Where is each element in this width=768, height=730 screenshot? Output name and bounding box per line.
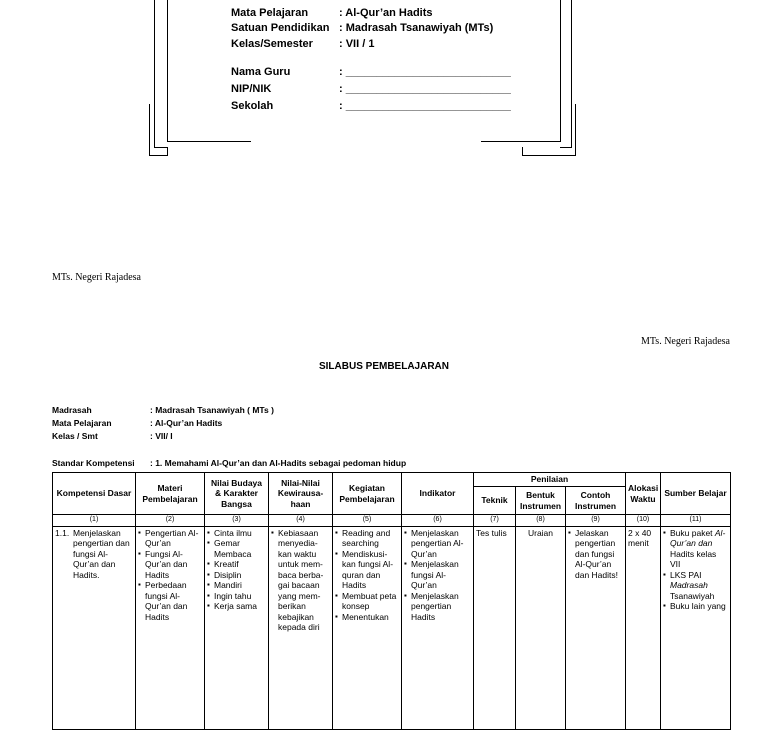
cover-label: Nama Guru	[231, 66, 291, 78]
list-item: ▪ Menentukan	[335, 612, 399, 623]
cell-kewirausahaan	[269, 526, 333, 729]
list-item: ▪ Membuat peta konsep	[335, 591, 399, 612]
standard-competence-value: : 1. Memahami Al-Qur’an dan Al-Hadits sebagai pedoman hidup	[150, 458, 407, 468]
cover-value: : VII / 1	[339, 38, 375, 50]
meta-subject	[52, 417, 222, 429]
column-number: (10)	[626, 515, 661, 527]
meta-label: Madrasah	[52, 405, 92, 415]
cover-label: Satuan Pendidikan	[231, 22, 330, 34]
contoh-list	[568, 528, 623, 581]
list-item	[663, 601, 728, 612]
column-number: (4)	[269, 515, 333, 527]
kewirausahaan-list	[271, 528, 330, 633]
list-item: ▪ Mendiskusi-kan fungsi Al-quran dan Hadits	[335, 549, 399, 591]
header-bentuk: Bentuk Instrumen	[516, 487, 566, 515]
cover-label: NIP/NIK	[231, 83, 272, 95]
kd-number: 1.1.	[55, 527, 70, 538]
column-number: (6)	[402, 515, 474, 527]
column-number: (2)	[136, 515, 205, 527]
budaya-list	[207, 528, 266, 612]
list-item	[663, 528, 728, 570]
list-item: ▪ Perbedaan fungsi Al-Qur’an dan Hadits	[138, 580, 202, 622]
sumber-list	[663, 528, 728, 612]
cover-teacher-row	[231, 66, 511, 79]
cover-subject-row	[231, 7, 433, 20]
cover-nip-row	[231, 83, 511, 96]
cover-class-row	[231, 38, 374, 51]
column-number: (11)	[661, 515, 731, 527]
standard-competence	[52, 458, 406, 468]
list-item: ▪ Ingin tahu	[207, 591, 266, 602]
table-header-row	[53, 473, 731, 487]
header-budaya: Nilai Budaya & Karakter Bangsa	[205, 473, 269, 515]
header-penilaian: Penilaian	[474, 473, 626, 487]
page-footer-school: MTs. Negeri Rajadesa	[52, 272, 141, 283]
header-materi: Materi Pembelajaran	[136, 473, 205, 515]
list-item	[663, 570, 728, 602]
cover-school-row	[231, 100, 511, 113]
column-number: (9)	[566, 515, 626, 527]
cover-blank-field: : ___________________________	[339, 83, 511, 95]
list-item: ▪ Kreatif	[207, 559, 266, 570]
list-item: ▪ Kebiasaan menyedia-kan waktu untuk mem-baca berba-gai bacaan yang mem-berikan kebajikan kepada diri	[271, 528, 330, 633]
header-indikator: Indikator	[402, 473, 474, 515]
cell-contoh	[566, 526, 626, 729]
page-header-school: MTs. Negeri Rajadesa	[641, 336, 730, 347]
standard-competence-label: Standar Kompetensi	[52, 458, 135, 468]
cell-indikator	[402, 526, 474, 729]
list-item: ▪ Cinta ilmu	[207, 528, 266, 539]
table-row	[53, 526, 731, 729]
header-teknik: Teknik	[474, 487, 516, 515]
source-text: Tsanawiyah	[670, 590, 715, 601]
list-item: ▪ Mandiri	[207, 580, 266, 591]
header-kegiatan: Kegiatan Pembelajaran	[333, 473, 402, 515]
header-kewirausahaan: Nilai-Nilai Kewirausa-haan	[269, 473, 333, 515]
cell-budaya	[205, 526, 269, 729]
cell-bentuk: Uraian	[516, 526, 566, 729]
list-item: ▪ Menjelaskan pengertian Al-Qur’an	[404, 528, 471, 560]
column-number: (1)	[53, 515, 136, 527]
cell-teknik: Tes tulis	[474, 526, 516, 729]
list-item: ▪ Pengertian Al-Qur’an	[138, 528, 202, 549]
header-contoh: Contoh Instrumen	[566, 487, 626, 515]
page-title: SILABUS PEMBELAJARAN	[318, 361, 449, 372]
source-text: LKS PAI	[670, 569, 702, 580]
cover-value: : Madrasah Tsanawiyah (MTs)	[339, 22, 494, 34]
column-number: (8)	[516, 515, 566, 527]
cover-value: : Al-Qur’an Hadits	[339, 7, 433, 19]
source-text-italic: Al-Qur’an dan	[670, 527, 726, 548]
column-number: (3)	[205, 515, 269, 527]
header-sumber: Sumber Belajar	[661, 473, 731, 515]
cell-sumber	[661, 526, 731, 729]
column-number: (7)	[474, 515, 516, 527]
cover-blank-field: : ___________________________	[339, 100, 511, 112]
list-item: ▪ Menjelaskan fungsi Al-Qur’an	[404, 559, 471, 591]
list-item: ▪ Reading and searching	[335, 528, 399, 549]
meta-madrasah	[52, 404, 274, 416]
list-item: ▪ Menjelaskan pengertian Hadits	[404, 591, 471, 623]
header-alokasi: Alokasi Waktu	[626, 473, 661, 515]
kd-text: Menjelaskan pengertian dan fungsi Al-Qur’an dan Hadits.	[73, 527, 130, 580]
cover-label: Sekolah	[231, 100, 274, 112]
cell-kegiatan	[333, 526, 402, 729]
kegiatan-list	[335, 528, 399, 623]
header-kd: Kompetensi Dasar	[53, 473, 136, 515]
list-item: ▪ Kerja sama	[207, 601, 266, 612]
cover-blank-field: : ___________________________	[339, 66, 511, 78]
column-number: (5)	[333, 515, 402, 527]
meta-value: : Al-Qur’an Hadits	[150, 418, 223, 428]
cell-kd	[53, 526, 136, 729]
source-text: Hadits kelas VII	[670, 548, 717, 569]
cover-school-level-row	[231, 22, 493, 35]
list-item: ▪ Disiplin	[207, 570, 266, 581]
cover-label: Kelas/Semester	[231, 38, 313, 50]
meta-label: Kelas / Smt	[52, 431, 98, 441]
cell-materi	[136, 526, 205, 729]
source-text-italic: Madrasah	[670, 580, 708, 590]
meta-value: : Madrasah Tsanawiyah ( MTs )	[150, 405, 274, 415]
source-text: Buku paket	[670, 527, 715, 538]
column-number-row	[53, 515, 731, 527]
list-item: ▪ Jelaskan pengertian dan fungsi Al-Qur’an dan Hadits!	[568, 528, 623, 581]
meta-class	[52, 430, 173, 442]
materi-list	[138, 528, 202, 623]
meta-value: : VII/ I	[150, 431, 173, 441]
source-text: Buku lain yang	[670, 601, 726, 611]
cell-alokasi: 2 x 40 menit	[626, 526, 661, 729]
syllabus-table	[52, 472, 731, 730]
list-item: ▪ Gemar Membaca	[207, 538, 266, 559]
meta-label: Mata Pelajaran	[52, 418, 112, 428]
cover-label: Mata Pelajaran	[231, 7, 309, 19]
indikator-list	[404, 528, 471, 623]
list-item: ▪ Fungsi Al-Qur’an dan Hadits	[138, 549, 202, 581]
